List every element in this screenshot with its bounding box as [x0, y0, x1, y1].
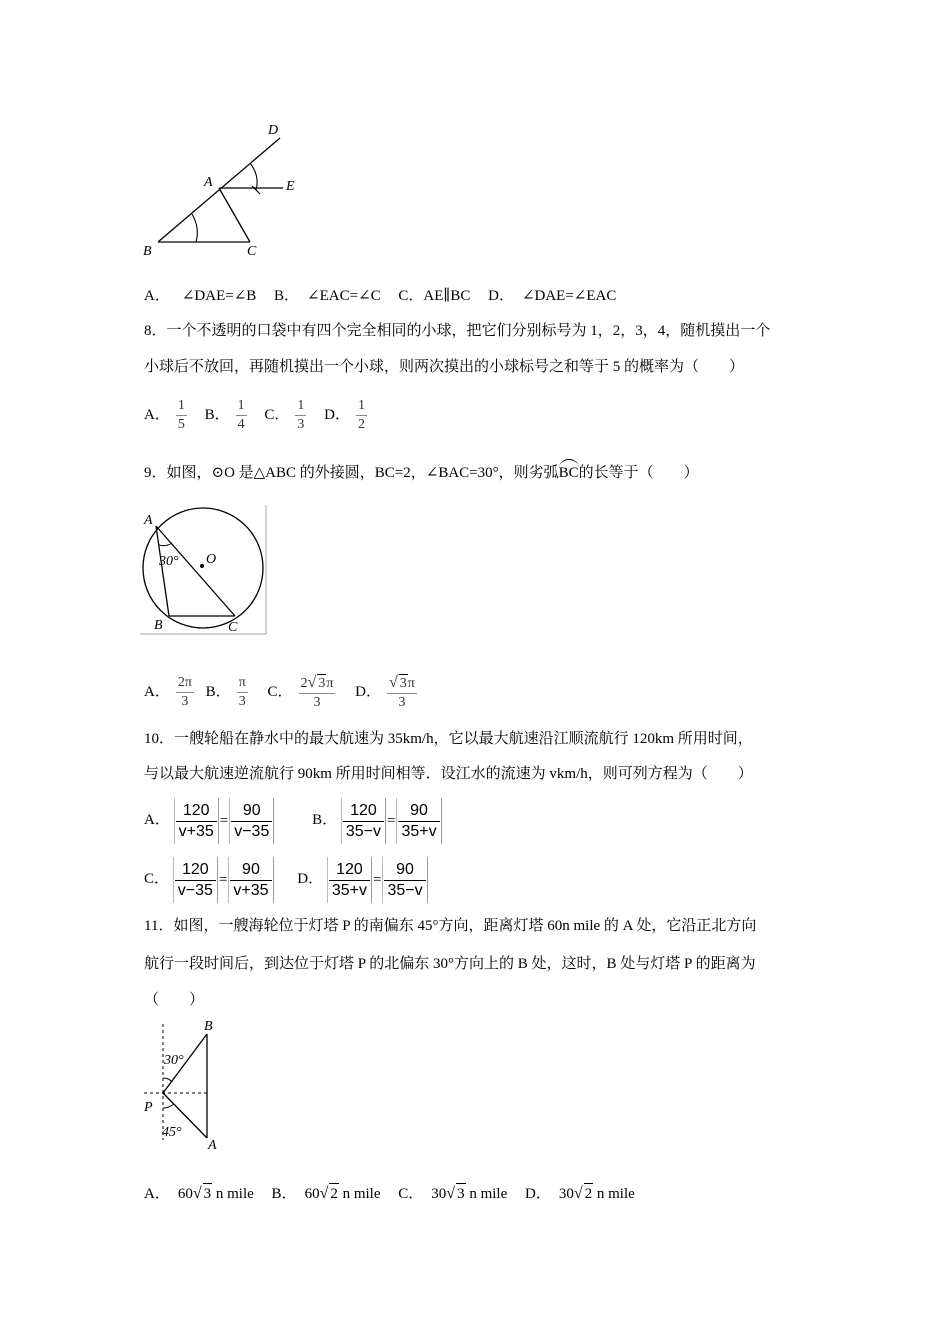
label-angle-45: 45°: [162, 1125, 182, 1140]
q8-option-c[interactable]: C． $\frac{1}{3}$: [264, 398, 305, 433]
label-b: B: [154, 618, 163, 633]
q8-option-d[interactable]: D． $\frac{1}{2}$: [324, 398, 365, 433]
segment-ac: [156, 526, 235, 616]
arc-angle-dae: [250, 163, 257, 190]
label-a: A: [204, 175, 213, 190]
q9-option-d[interactable]: D． $\frac{√ 3\pi}{3}$: [355, 673, 415, 710]
q10-stem-line1: 10．一艘轮船在静水中的最大航速为 35km/h，它以最大航速沿江顺流航行 120km 所用时间，: [144, 731, 753, 747]
q11-stem-line2: 航行一段时间后，到达位于灯塔 P 的北偏东 30°方向上的 B 处，这时，B 处与灯塔 P 的距离为: [144, 956, 756, 972]
center-o: [200, 564, 204, 568]
q8-options: [144, 394, 373, 436]
label-c: C: [228, 620, 238, 635]
segment-ac: [219, 188, 250, 242]
q10-option-b[interactable]: B． $\frac{120}{35-v}$ = $\frac{90}{35+v}$: [312, 812, 442, 828]
q9-options: [144, 671, 423, 713]
label-a: A: [144, 513, 153, 528]
q7-option-a[interactable]: A． ∠DAE=∠B: [144, 288, 257, 304]
label-b: B: [143, 244, 152, 259]
q10-option-d[interactable]: D． $\frac{120}{35+v}$ = $\frac{90}{35-v}$: [297, 871, 427, 887]
q7-options: [144, 286, 616, 306]
q10-option-a[interactable]: A． $\frac{120}{v+35}$ = $\frac{90}{v-35}$: [144, 812, 278, 828]
q8-stem-line1: 8．一个不透明的口袋中有四个完全相同的小球，把它们分别标号为 1，2，3，4，随机摸出一个: [144, 323, 771, 339]
tick-mark: [252, 186, 260, 194]
label-d: D: [268, 123, 279, 138]
q11-option-c[interactable]: C． 30√ 3 n mile: [398, 1185, 508, 1202]
q9-option-b[interactable]: B． $\frac{\pi}{3}$: [205, 675, 246, 710]
label-p: P: [144, 1100, 153, 1115]
q7-option-b[interactable]: B． ∠EAC=∠C: [274, 288, 381, 304]
q8-option-b[interactable]: B． $\frac{1}{4}$: [204, 398, 245, 433]
q10-options-row1: [144, 797, 442, 844]
q8-option-a[interactable]: A． $\frac{1}{5}$: [144, 398, 185, 433]
arc-angle-b: [192, 214, 197, 242]
q10-stem-line2: 与以最大航速逆流航行 90km 所用时间相等．设江水的流速为 vkm/h，则可列方程为（ ）: [144, 766, 753, 782]
q8-stem-line2: 小球后不放回，再随机摸出一个小球，则两次摸出的小球标号之和等于 5 的概率为（ ）: [144, 359, 745, 375]
q7-option-c[interactable]: C．AE∥BC: [398, 288, 471, 304]
arc-angle-30: [163, 1078, 172, 1082]
arc-bc: BC: [558, 465, 579, 481]
q10-options-row2: [144, 856, 428, 903]
ray-bd: [158, 138, 280, 242]
figure-q7: [140, 118, 310, 268]
q9-stem: 9．如图，⊙O 是△ABC 的外接圆，BC=2，∠BAC=30°，则劣弧BC的长等于（ ）: [144, 465, 699, 481]
q11-option-d[interactable]: D． 30√ 2 n mile: [524, 1185, 635, 1202]
label-angle: 30°: [159, 554, 179, 569]
label-a: A: [208, 1138, 217, 1153]
q9-option-a[interactable]: A． $\frac{2\pi}{3}$: [144, 675, 192, 710]
arc-angle-45: [163, 1104, 174, 1108]
q10-option-c[interactable]: C． $\frac{120}{v-35}$ = $\frac{90}{v+35}$: [144, 871, 277, 887]
arc-angle-a: [159, 543, 172, 546]
q11-stem-line1: 11．如图，一艘海轮位于灯塔 P 的南偏东 45°方向，距离灯塔 60n mile 的 A 处，它沿正北方向: [144, 918, 757, 934]
label-b: B: [204, 1019, 213, 1034]
q7-option-d[interactable]: D． ∠DAE=∠EAC: [488, 288, 617, 304]
q11-option-b[interactable]: B． 60√ 2 n mile: [271, 1185, 381, 1202]
label-o: O: [206, 552, 217, 567]
q9-option-c[interactable]: C． $\frac{2√ 3\pi}{3}$: [267, 673, 334, 710]
q11-stem-line3: （ ）: [144, 992, 205, 1008]
q11-option-a[interactable]: A． 60√ 3 n mile: [144, 1185, 254, 1202]
label-c: C: [247, 244, 257, 259]
label-e: E: [286, 179, 295, 194]
figure-q11: [140, 1018, 230, 1153]
q11-options: [144, 1183, 635, 1204]
label-angle-30: 30°: [164, 1053, 184, 1068]
figure-q9: [140, 505, 268, 635]
